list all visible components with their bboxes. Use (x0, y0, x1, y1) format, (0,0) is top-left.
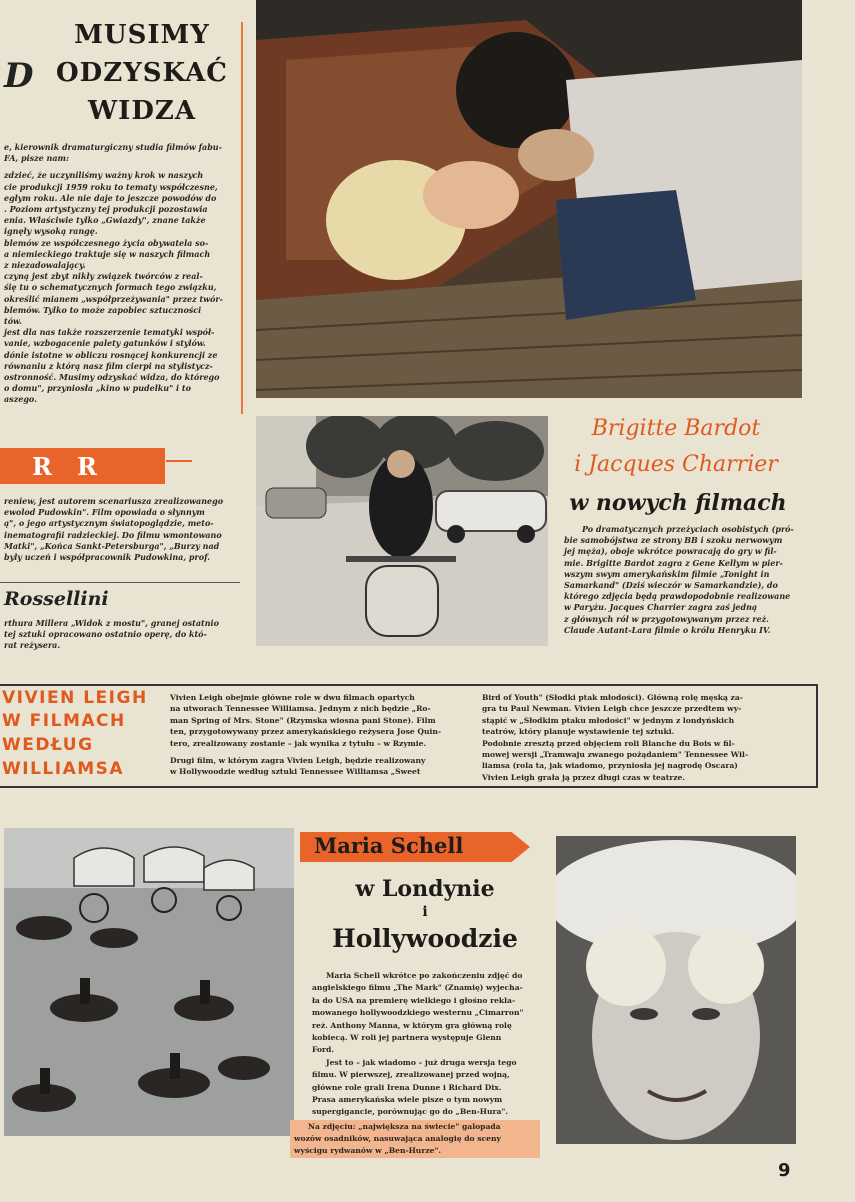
orange-rule (241, 22, 243, 414)
rossellini-body: rthura Millera „Widok z mostu", granej ostatnio tej sztuki opracowano ostatnio operę, do któ- rat reżysera. (4, 618, 219, 651)
page-number: 9 (778, 1160, 791, 1181)
article-vivien-leigh (0, 684, 818, 788)
schell-line-2: w Londynie (355, 876, 495, 902)
schell-photo-caption: Na zdjęciu: „największa na świecie" galopada wozów osadników, nasuwająca analogię do sceny wyścigu rydwanów w „Ben-Hurze". (290, 1120, 540, 1158)
article-musimy (0, 0, 250, 420)
rr-body: reniew, jest autorem scenariusza zrealizowanego ewolod Pudowkin". Film opowiada o słynnym ą", o jego artystycznym światopoglądzie, meto- inematografii radzieckiej. Do filmu wmontowano Matki", „Końca Sankt-Petersburga", „Burzy nad byly uczeń i współpracownik Pudowkina, prof. (4, 496, 224, 563)
leigh-heading-1: VIVIEN LEIGH (2, 688, 148, 708)
schell-line-3: i (422, 904, 428, 920)
photo-maria-schell-portrait (556, 836, 796, 1144)
photo-bardot-charrier (256, 0, 802, 398)
rr-heading: R R (32, 452, 97, 481)
photo-cimarron-wagons (4, 828, 294, 1136)
rossellini-heading: Rossellini (4, 588, 109, 610)
rr-arrow-icon (166, 460, 192, 462)
article-rossellini (0, 588, 250, 658)
article-body: e, kierownik dramaturgiczny studia filmów fabu- FA, pisze nam: zdzieć, że uczyniliśmy ważny krok w naszych cie produkcji 1959 roku to tematy współczesne, egłym roku. Ale nie daje to jeszcze powodów do . Poziom artystyczny tej produkcji pozostawia enia. Właściwie tylko „Gwiazdy", znane także ignęły wysoką rangę. blemów ze współczesnego życia obywatela so- a niemieckiego traktuje się w naszych filmach z niezadowalający. czyną jest zbyt nikły związek twórców z real- śię tu o schematycznych formach tego związku, określić mianem „współprzeżywania" przez twór- blemów. Tylko to może zapobiec sztuczności tów. jest dla nas także rozszerzenie tematyki współ- vanie, wzbogacenie palety gatunków i stylów. dónie istotne w obliczu rosnącej konkurencji ze równaniu z którą nasz film cierpi na stylistycz- ostronność. Musimy odzyskać widza, do którego o domu", przyniosła „kino w pudelku" i to aszego. (4, 142, 223, 405)
bardot-title-2: i Jacques Charrier (574, 452, 778, 477)
leigh-heading-4: WILLIAMSA (2, 759, 125, 779)
headline-line-1: MUSIMY (74, 20, 210, 50)
leigh-col-2: Bird of Youth" (Słodki ptak młodości). Główną rolę męską za- gra tu Paul Newman. Vivien Leigh chce jeszcze przedtem wy- stąpić w „Słodkim ptaku młodości" w jednym z londyńskich teatrów, który planuje wystawienie tej sztuki. Podobnie zresztą przed objęciem roli Blanche du Bois w fil- mowej wersji „Tramwaju zwanego pożądaniem" Tennessee Wil- liamsa (rola ta, jak wiadomo, przyniosła jej nagrodę Oscara) Vivien Leigh grała ją przez długi czas w teatrze. (482, 693, 749, 782)
logo-glyph: D (4, 56, 34, 96)
schell-banner-text: Maria Schell (314, 833, 464, 858)
schell-body: Maria Schell wkrótce po zakończeniu zdjęć do angielskiego filmu „The Mark" (Znamię) wyjecha- ła do USA na premierę wielkiego i głośno rekla- mowanego hollywoodzkiego westernu „Cimarron" reż. Anthony Manna, w którym gra główną rolę kobiecą. W roli jej partnera występuje Glenn Ford. Jest to – jak wiadomo – już druga wersja tego filmu. W pierwszej, zrealizowanej przed wojną, główne role grali Irena Dunne i Richard Dix. Prasa amerykańska wiele pisze o tym nowym supergigancie, porównując go do „Ben-Hura". (312, 971, 524, 1117)
leigh-heading-2: W FILMACH (2, 711, 126, 731)
leigh-col-1: Vivien Leigh obejmie główne role w dwu filmach opartych na utworach Tennessee Williamsa. Jednym z nich będzie „Ro- man Spring of Mrs. Stone" (Rzymska wiosna pani Stone). Film ten, przygotowywany przez amerykańskiego reżysera Jose Quin- tero, zrealizowany zostanie – jak wynika z tytułu – w Rzymie. Drugi film, w którym zagra Vivien Leigh, będzie realizowany w Hollywoodzie według sztuki Tennessee Williamsa „Sweet (170, 693, 442, 777)
article-maria-schell (294, 828, 554, 1155)
leigh-heading-3: WEDŁUG (2, 735, 94, 755)
schell-line-4: Hollywoodzie (332, 924, 518, 953)
photo-charrier-scooter (256, 416, 548, 646)
bardot-title-3: w nowych filmach (569, 490, 787, 516)
headline-line-2: ODZYSKAĆ (56, 58, 228, 88)
bardot-title-1: Brigitte Bardot (591, 416, 761, 441)
article-rr (0, 440, 250, 590)
article-bardot (556, 410, 804, 662)
headline-line-3: WIDZA (87, 96, 197, 126)
rr-bottom-rule (0, 582, 240, 583)
bardot-body: Po dramatycznych przeżyciach osobistych (pró- bie samobójstwa ze strony BB i szoku nerwowym jej męża), oboje wkrótce powracają do gry w fil- mie. Brigitte Bardot zagra z Gene Kellym w pier- wszym swym amerykańskim filmie „Tonight in Samarkand" (Dziś wieczór w Samarkandzie), do którego zdjęcia będą prawdopodobnie realizowane w Paryżu. Jacques Charrier zagra zaś jedną z głównych ról w przygotowywanym przez reż. Claude Autant-Lara filmie o królu Henryku IV. (564, 524, 794, 635)
